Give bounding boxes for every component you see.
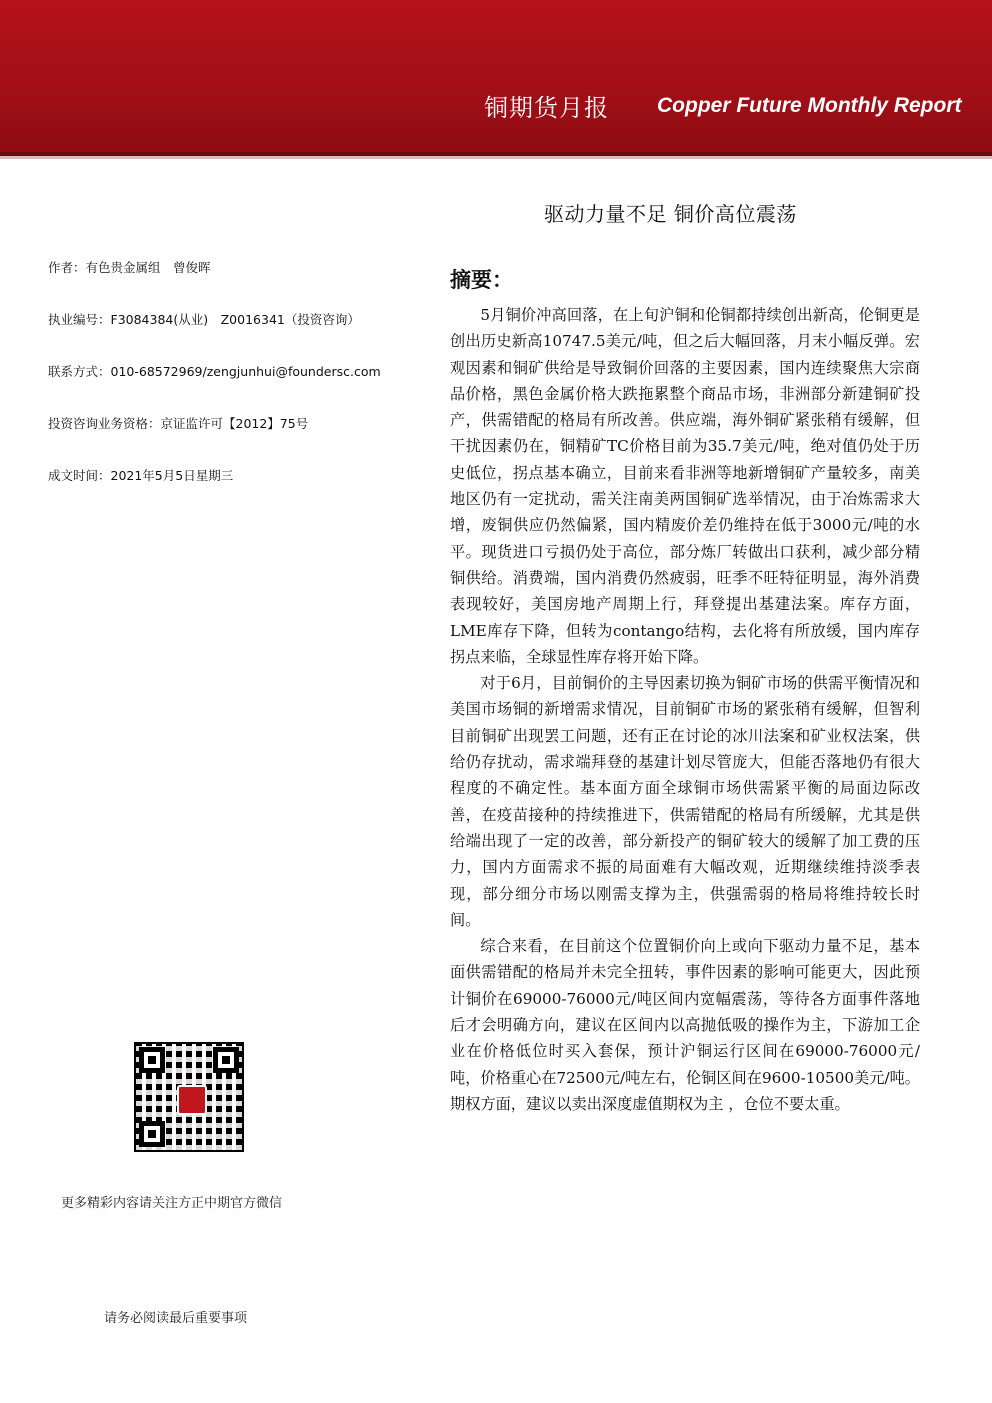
qr-finder-icon: [213, 1047, 239, 1073]
wechat-qr-code: [134, 1042, 244, 1152]
footer-note: 请务必阅读最后重要事项: [104, 1311, 248, 1326]
qr-finder-icon: [139, 1047, 165, 1073]
abstract-paragraph: 综合来看，在目前这个位置铜价向上或向下驱动力量不足，基本面供需错配的格局并未完全扭转，事件因素的影响可能更大，因此预计铜价在69000-76000元/吨区间内宽幅震荡，等待各方面事件落地后才会明确方向，建议在区间内以高抛低吸的操作为主，下游加工企业在价格低位时买入套保，预计沪铜运行区间在69000-76000元/吨，价格重心在72500元/吨左右，伦铜区间在9600-10500美元/吨。期权方面，建议以卖出深度虚值期权为主 ，仓位不要太重。: [450, 937, 920, 1113]
qr-caption: 更多精彩内容请关注方正中期官方微信: [61, 1196, 283, 1211]
report-title-cn: 铜期货月报: [484, 94, 609, 122]
abstract-title: 摘要：: [450, 268, 513, 292]
article-headline: 驱动力量不足 铜价高位震荡: [544, 202, 797, 226]
abstract-paragraph: 对于6月，目前铜价的主导因素切换为铜矿市场的供需平衡情况和美国市场铜的新增需求情况，目前铜矿市场的紧张稍有缓解，但智利目前铜矿出现罢工问题，还有正在讨论的冰川法案和矿业权法案，供给仍存扰动，需求端拜登的基建计划尽管庞大，但能否落地仍有很大程度的不确定性。基本面方面全球铜市场供需紧平衡的局面边际改善，在疫苗接种的持续推进下，供需错配的格局有所缓解，尤其是供给端出现了一定的改善，部分新投产的铜矿较大的缓解了加工费的压力，国内方面需求不振的局面难有大幅改观，近期继续维持淡季表现，部分细分市场以刚需支撑为主，供强需弱的格局将维持较长时间。: [450, 674, 920, 929]
brand-logo-icon: [177, 1085, 207, 1115]
date-line: 成文时间：2021年5月5日星期三: [48, 468, 234, 483]
abstract-body: [450, 302, 920, 1117]
header-divider-shadow: [0, 156, 992, 159]
license-line: 执业编号：F3084384(从业) Z0016341（投资咨询）: [48, 312, 360, 327]
header-banner: [0, 0, 992, 152]
qualification-line: 投资咨询业务资格：京证监许可【2012】75号: [48, 416, 309, 431]
report-title-en: Copper Future Monthly Report: [657, 94, 962, 117]
qr-finder-icon: [139, 1121, 165, 1147]
contact-line: 联系方式：010-68572969/zengjunhui@foundersc.com: [48, 364, 381, 379]
author-line: 作者：有色贵金属组 曾俊晖: [48, 260, 211, 275]
abstract-paragraph: 5月铜价冲高回落，在上旬沪铜和伦铜都持续创出新高，伦铜更是创出历史新高10747.5美元/吨，但之后大幅回落，月末小幅反弹。宏观因素和铜矿供给是导致铜价回落的主要因素，国内连续聚焦大宗商品价格，黑色金属价格大跌拖累整个商品市场，非洲部分新建铜矿投产，供需错配的格局有所改善。供应端，海外铜矿紧张稍有缓解，但干扰因素仍在，铜精矿TC价格目前为35.7美元/吨，绝对值仍处于历史低位，拐点基本确立，目前来看非洲等地新增铜矿产量较多，南美地区仍有一定扰动，需关注南美两国铜矿选举情况，由于冶炼需求大增，废铜供应仍然偏紧，国内精废价差仍维持在低于3000元/吨的水平。现货进口亏损仍处于高位，部分炼厂转做出口获利，减少部分精铜供给。消费端，国内消费仍然疲弱，旺季不旺特征明显，海外消费表现较好，美国房地产周期上行，拜登提出基建法案。库存方面，LME库存下降，但转为contango结构，去化将有所放缓，国内库存拐点来临，全球显性库存将开始下降。: [450, 306, 920, 666]
